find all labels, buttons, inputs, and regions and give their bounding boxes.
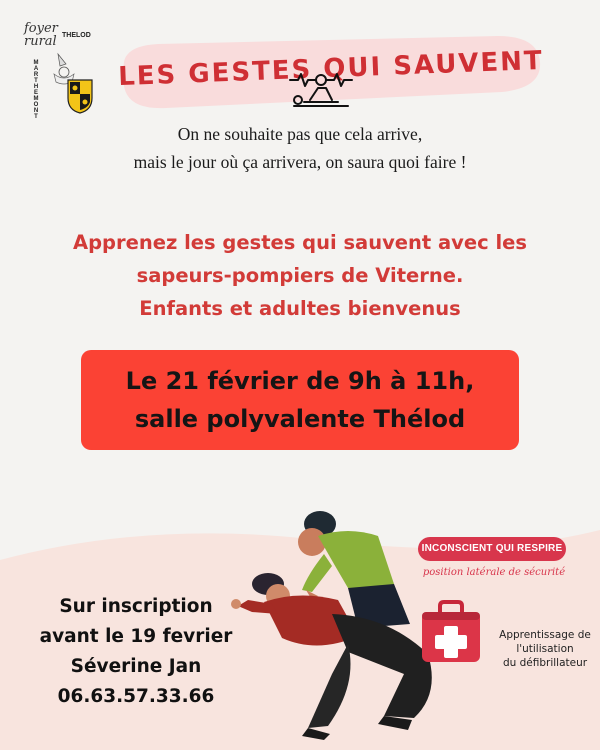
learn-line3: Enfants et adultes bienvenus xyxy=(139,297,461,320)
recovery-label-badge: INCONSCIENT QUI RESPIRE xyxy=(418,537,566,561)
learn-line2: sapeurs-pompiers de Viterne. xyxy=(136,264,464,287)
contact-phone: 06.63.57.33.66 xyxy=(57,686,215,707)
defib-line3: du défibrillateur xyxy=(502,657,588,669)
logo-org-line2: rural xyxy=(24,34,57,49)
registration-line1: Sur inscription xyxy=(59,596,213,617)
foyer-rural-logo xyxy=(18,16,100,120)
event-date: Le 21 février de 9h à 11h, xyxy=(125,367,475,395)
learn-text xyxy=(0,226,600,325)
recovery-sublabel: position latérale de sécurité xyxy=(422,567,566,578)
intro-line1: On ne souhaite pas que cela arrive, xyxy=(177,124,423,144)
registration-deadline: avant le 19 fevrier xyxy=(39,626,233,647)
logo-town-top: THELOD xyxy=(62,32,91,39)
defib-line2: l'utilisation xyxy=(516,643,574,655)
contact-name: Séverine Jan xyxy=(70,656,202,677)
learn-line1: Apprenez les gestes qui sauvent avec les xyxy=(73,231,527,254)
intro-line2: mais le jour où ça arrivera, on saura quoi faire ! xyxy=(133,152,467,172)
logo-town-vertical: MARTHEMONT xyxy=(33,60,39,120)
defib-line1: Apprentissage de xyxy=(499,629,591,641)
coat-of-arms-icon xyxy=(48,52,96,114)
cpr-icon xyxy=(288,72,354,112)
event-date-box xyxy=(81,350,519,450)
intro-text xyxy=(0,120,600,176)
page-title: LES GESTES QUI SAUVENT xyxy=(117,45,545,93)
defibrillator-text xyxy=(490,628,600,670)
logo-org-line1: foyer xyxy=(24,21,58,36)
logo-org-text xyxy=(24,22,58,48)
first-aid-kit-icon xyxy=(420,600,482,664)
event-location: salle polyvalente Thélod xyxy=(134,405,466,433)
registration-info xyxy=(10,592,262,712)
